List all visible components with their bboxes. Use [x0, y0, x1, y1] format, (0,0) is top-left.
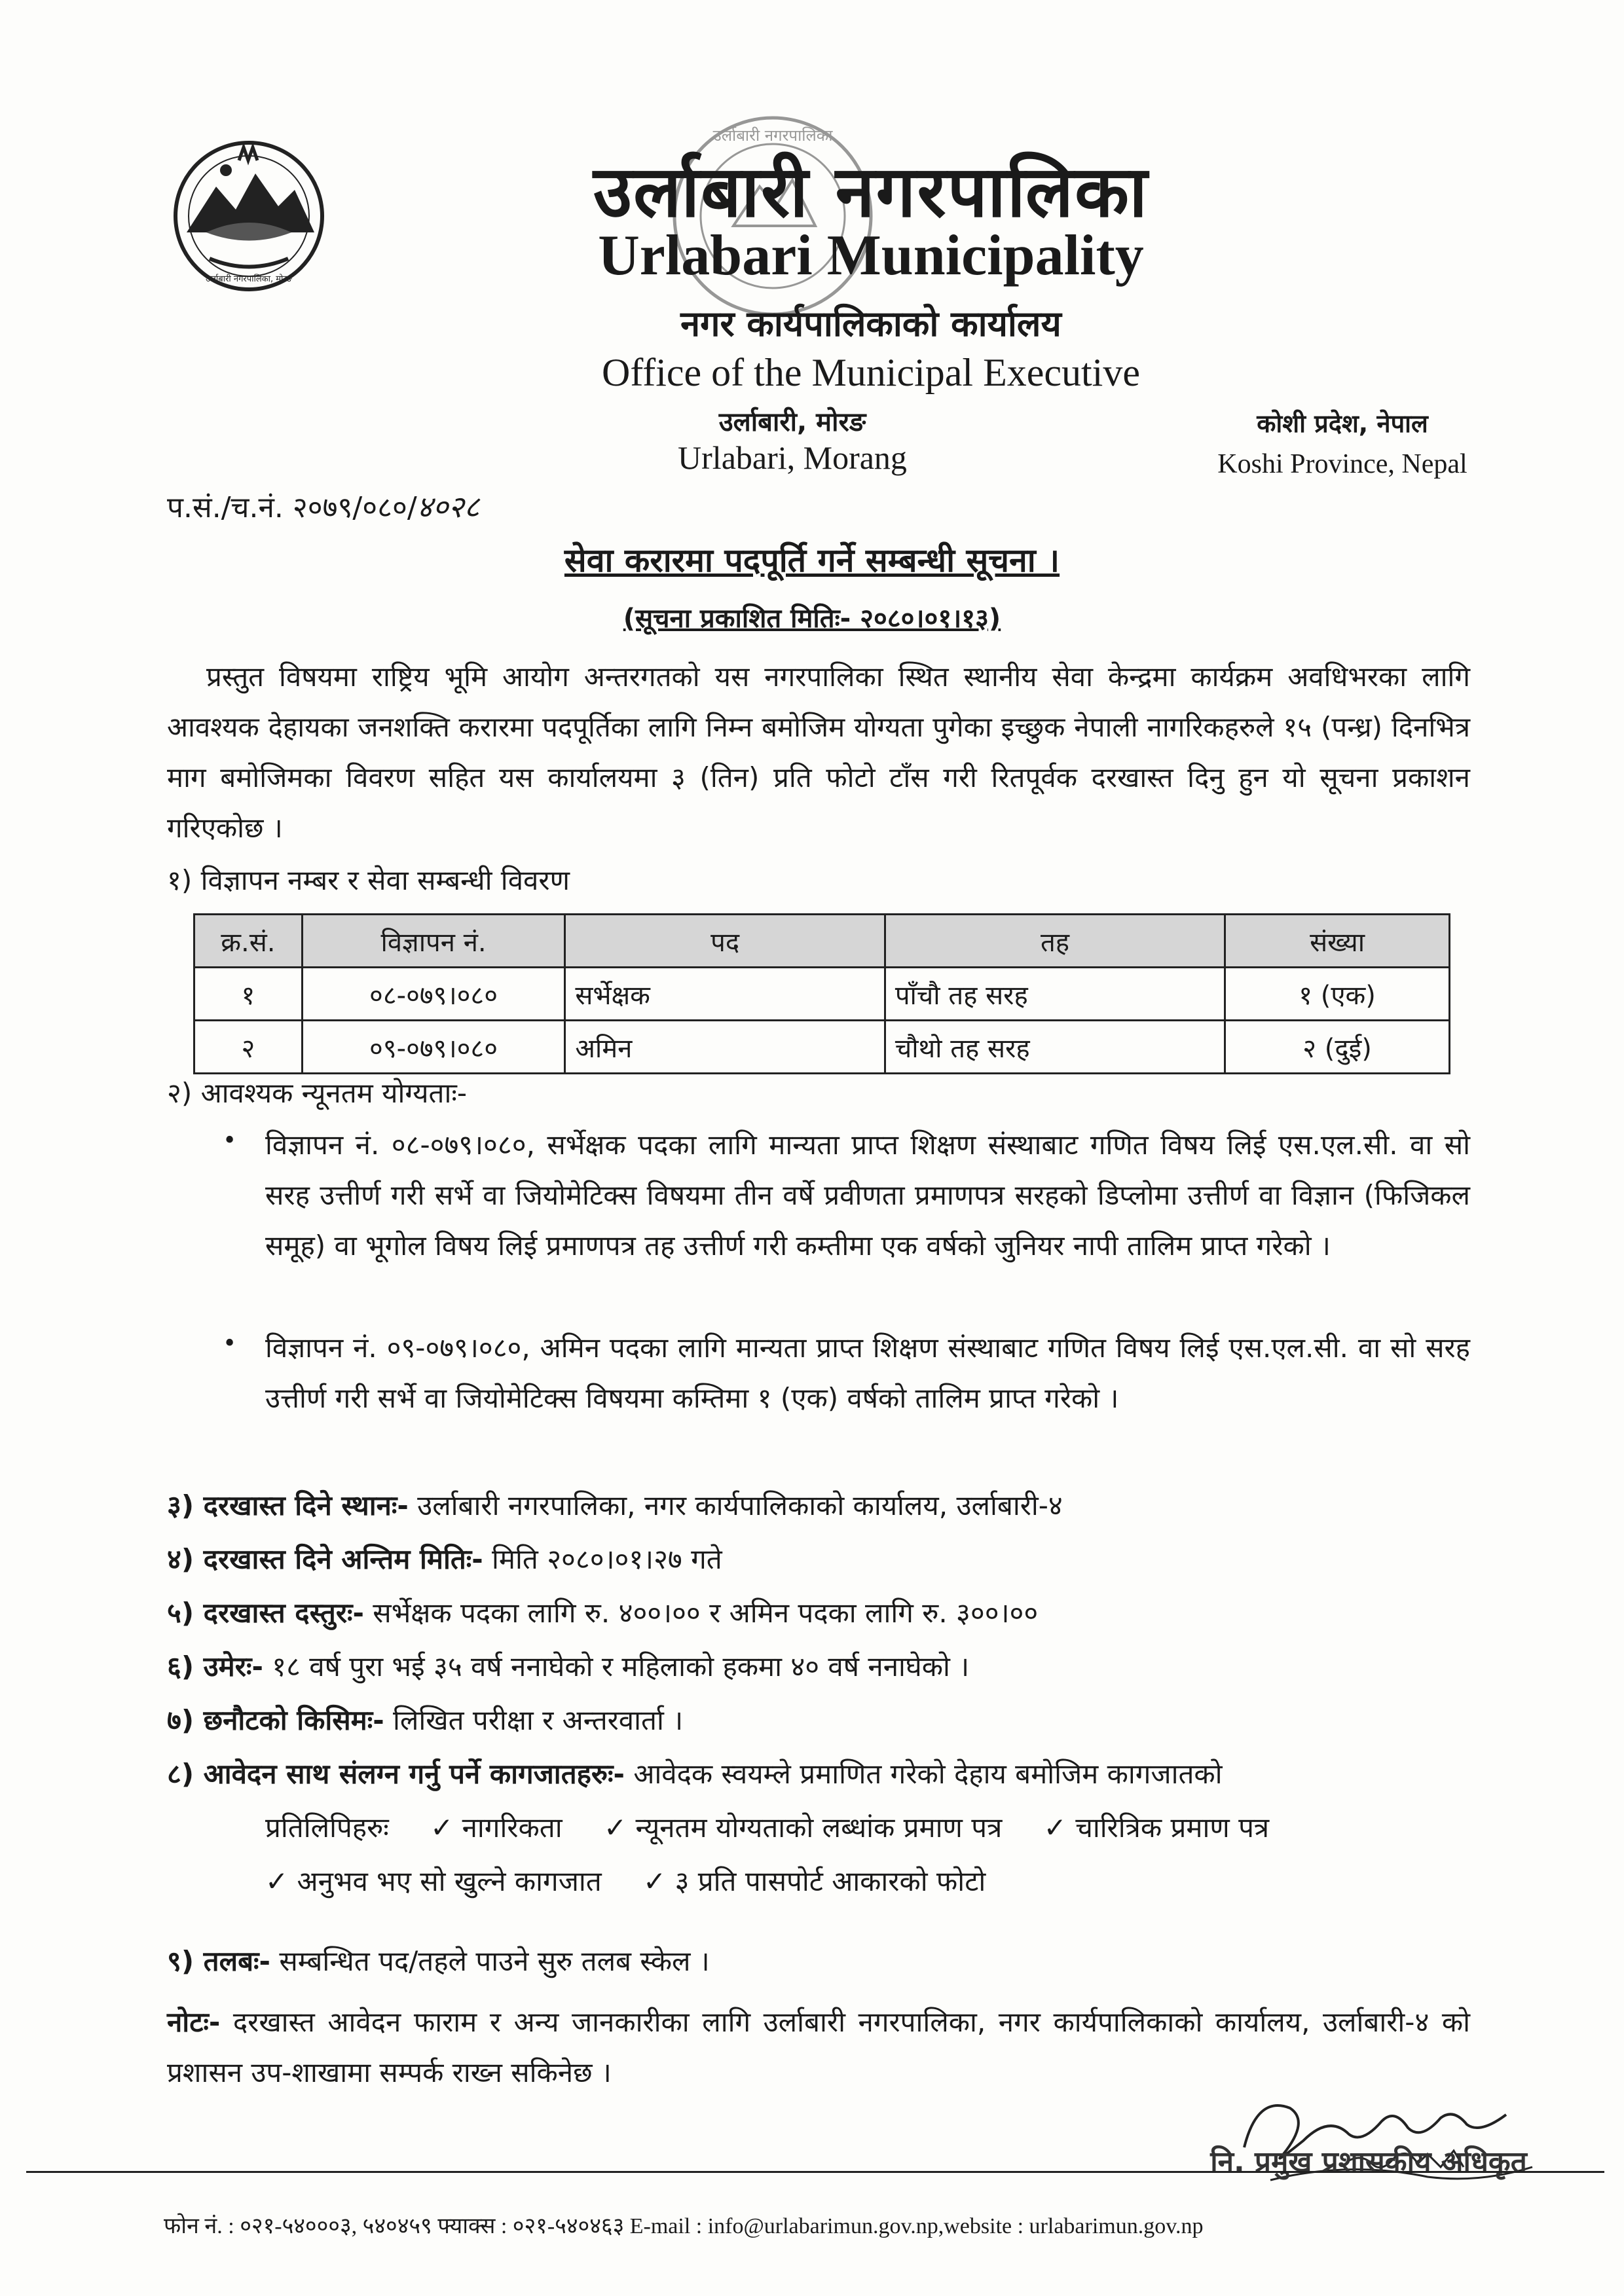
municipality-title-np: उर्लाबारी नगरपालिका	[593, 151, 1149, 233]
section-value: उर्लाबारी नगरपालिका, नगर कार्यपालिकाको कार्यालय, उर्लाबारी-४	[408, 1489, 1063, 1522]
table-cell: १	[194, 968, 303, 1021]
column-header-post: पद	[565, 915, 885, 968]
document-item: ✓ न्यूनतम योग्यताको लब्धांक प्रमाण पत्र	[603, 1812, 1003, 1844]
section3-application-place	[167, 1486, 1063, 1523]
footer-divider	[26, 2171, 1604, 2173]
document-item: ✓ नागरिकता	[430, 1812, 563, 1844]
emblem-text: उर्लाबारी नगरपालिका, मोरङ	[205, 274, 293, 284]
table-row	[194, 1021, 1450, 1074]
section-label: ४) दरखास्त दिने अन्तिम मितिः-	[167, 1543, 483, 1575]
office-name-np: नगर कार्यपालिकाको कार्यालय	[680, 303, 1061, 344]
section-value: सम्बन्धित पद/तहले पाउने सुरु तलब स्केल ।	[270, 1945, 710, 1977]
document-item: ✓ ३ प्रति पासपोर्ट आकारको फोटो	[643, 1865, 986, 1897]
table-row	[194, 968, 1450, 1021]
table-cell: २ (दुई)	[1225, 1021, 1450, 1074]
table-cell: अमिन	[565, 1021, 885, 1074]
reference-number	[167, 486, 479, 526]
table-cell: चौथो तह सरह	[885, 1021, 1225, 1074]
reference-printed: प.सं./च.नं. २०७९/०८०/	[167, 491, 417, 524]
officer-title-stamp: नि. प्रमुख प्रशासकीय अधिकृत	[1210, 2145, 1527, 2179]
table-cell: ०९-०७९।०८०	[302, 1021, 565, 1074]
table-cell: पाँचौ तह सरह	[885, 968, 1225, 1021]
documents-lead: प्रतिलिपिहरुः	[265, 1812, 389, 1844]
notice-heading: सेवा करारमा पदपूर्ति गर्ने सम्बन्धी सूचना ।	[564, 541, 1060, 579]
section-value: मिति २०८०।०१।२७ गते	[483, 1543, 722, 1575]
note-text: दरखास्त आवेदन फाराम र अन्य जानकारीका लागि उर्लाबारी नगरपालिका, नगर कार्यपालिकाको कार्यालय, उर्लाबारी-४ को प्रशासन उप-शाखामा सम्पर्क राख्न सकिनेछ ।	[167, 2006, 1470, 2088]
section-label: ३) दरखास्त दिने स्थानः-	[167, 1489, 409, 1522]
location-np: उर्लाबारी, मोरङ	[718, 407, 866, 437]
note-label: नोटः-	[167, 2006, 221, 2038]
document-item: ✓ चारित्रिक प्रमाण पत्र	[1043, 1812, 1270, 1844]
footer-contact: फोन नं. : ०२१-५४०००३, ५४०४५९ फ्याक्स : ०२१-५४०४६३ E-mail : info@urlabarimun.gov.np,website : urlabarimun.gov.np	[164, 2214, 1204, 2238]
office-name-en: Office of the Municipal Executive	[602, 351, 1140, 394]
section-label: ७) छनौटको किसिमः-	[167, 1704, 384, 1736]
section1-title: १) विज्ञापन नम्बर र सेवा सम्बन्धी विवरण	[167, 864, 570, 896]
document-item: ✓ अनुभव भए सो खुल्ने कागजात	[265, 1865, 602, 1897]
column-header-sn: क्र.सं.	[194, 915, 303, 968]
table-cell: ०८-०७९।०८०	[302, 968, 565, 1021]
province-en: Koshi Province, Nepal	[1217, 449, 1467, 479]
qualification-item: विज्ञापन नं. ०८-०७९।०८०, सर्भेक्षक पदका लागि मान्यता प्राप्त शिक्षण संस्थाबाट गणित विषय लिई एस.एल.सी. वा सो सरह उत्तीर्ण गरी सर्भे वा जियोमेटिक्स विषयमा तीन वर्षे प्रवीणता प्रमाणपत्र सरहको डिप्लोमा उत्तीर्ण वा विज्ञान (फिजिकल समूह) वा भूगोल विषय लिई प्रमाणपत्र तह उत्तीर्ण गरी कम्तीमा एक वर्षको जुनियर नापी तालिम प्राप्त गरेको ।	[265, 1129, 1470, 1262]
section-label: ८) आवेदन साथ संलग्न गर्नु पर्ने कागजातहरुः-	[167, 1758, 625, 1790]
documents-list-line1	[265, 1808, 1302, 1846]
section-value: आवेदक स्वयम्ले प्रमाणित गरेको देहाय बमोजिम कागजातको	[624, 1758, 1223, 1790]
notice-publish-date: (सूचना प्रकाशित मितिः- २०८०।०१।१३)	[623, 604, 1001, 634]
nepal-emblem-logo	[160, 134, 337, 298]
table-header-row	[194, 915, 1450, 968]
section8-documents	[167, 1755, 1223, 1792]
section-value: सर्भेक्षक पदका लागि रु. ४००।०० र अमिन पदका लागि रु. ३००।००	[363, 1597, 1039, 1629]
section-label: ६) उमेरः-	[167, 1650, 263, 1683]
section-label: ५) दरखास्त दस्तुरः-	[167, 1597, 364, 1629]
reference-handwritten: ४०२८	[416, 489, 480, 524]
table-cell: सर्भेक्षक	[565, 968, 885, 1021]
table-cell: २	[194, 1021, 303, 1074]
notice-intro-paragraph: प्रस्तुत विषयमा राष्ट्रिय भूमि आयोग अन्तरगतको यस नगरपालिका स्थित स्थानीय सेवा केन्द्रमा कार्यक्रम अवधिभरका लागि आवश्यक देहायका जनशक्ति करारमा पदपूर्तिका लागि निम्न बमोजिम योग्यता पुगेका इच्छुक नेपाली नागरिकहरुले १५ (पन्ध्र) दिनभित्र माग बमोजिमका विवरण सहित यस कार्यालयमा ३ (तिन) प्रति फोटो टाँस गरी रितपूर्वक दरखास्त दिनु हुन यो सूचना प्रकाशन गरिएकोछ ।	[167, 661, 1470, 844]
section-value: १८ वर्ष पुरा भई ३५ वर्ष ननाघेको र महिलाको हकमा ४० वर्ष ननाघेको ।	[263, 1650, 970, 1683]
section7-selection	[167, 1701, 683, 1738]
location-en: Urlabari, Morang	[678, 439, 907, 476]
bullet-icon: •	[223, 1330, 237, 1357]
section4-deadline	[167, 1540, 722, 1577]
section9-salary	[167, 1942, 710, 1979]
section6-age	[167, 1647, 969, 1685]
bullet-icon: •	[223, 1127, 237, 1154]
vacancy-table	[193, 913, 1450, 1074]
signature	[1231, 2069, 1545, 2200]
qualification-item: विज्ञापन नं. ०९-०७९।०८०, अमिन पदका लागि मान्यता प्राप्त शिक्षण संस्थाबाट गणित विषय लिई एस.एल.सी. वा सो सरह उत्तीर्ण गरी सर्भे वा जियोमेटिक्स विषयमा कम्तिमा १ (एक) वर्षको तालिम प्राप्त गरेको ।	[265, 1332, 1470, 1414]
documents-list-line2	[265, 1862, 1018, 1899]
section-label: ९) तलबः-	[167, 1945, 270, 1977]
section2-title: २) आवश्यक न्यूनतम योग्यताः-	[167, 1077, 467, 1109]
municipality-title-en: Urlabari Municipality	[598, 224, 1144, 287]
seal-text: उर्लाबारी नगरपालिका	[712, 126, 833, 145]
column-header-count: संख्या	[1225, 915, 1450, 968]
province-np: कोशी प्रदेश, नेपाल	[1257, 409, 1428, 438]
column-header-adv-no: विज्ञापन नं.	[302, 915, 565, 968]
table-cell: १ (एक)	[1225, 968, 1450, 1021]
section5-fee	[167, 1594, 1038, 1631]
section-value: लिखित परीक्षा र अन्तरवार्ता ।	[384, 1704, 684, 1736]
column-header-level: तह	[885, 915, 1225, 968]
